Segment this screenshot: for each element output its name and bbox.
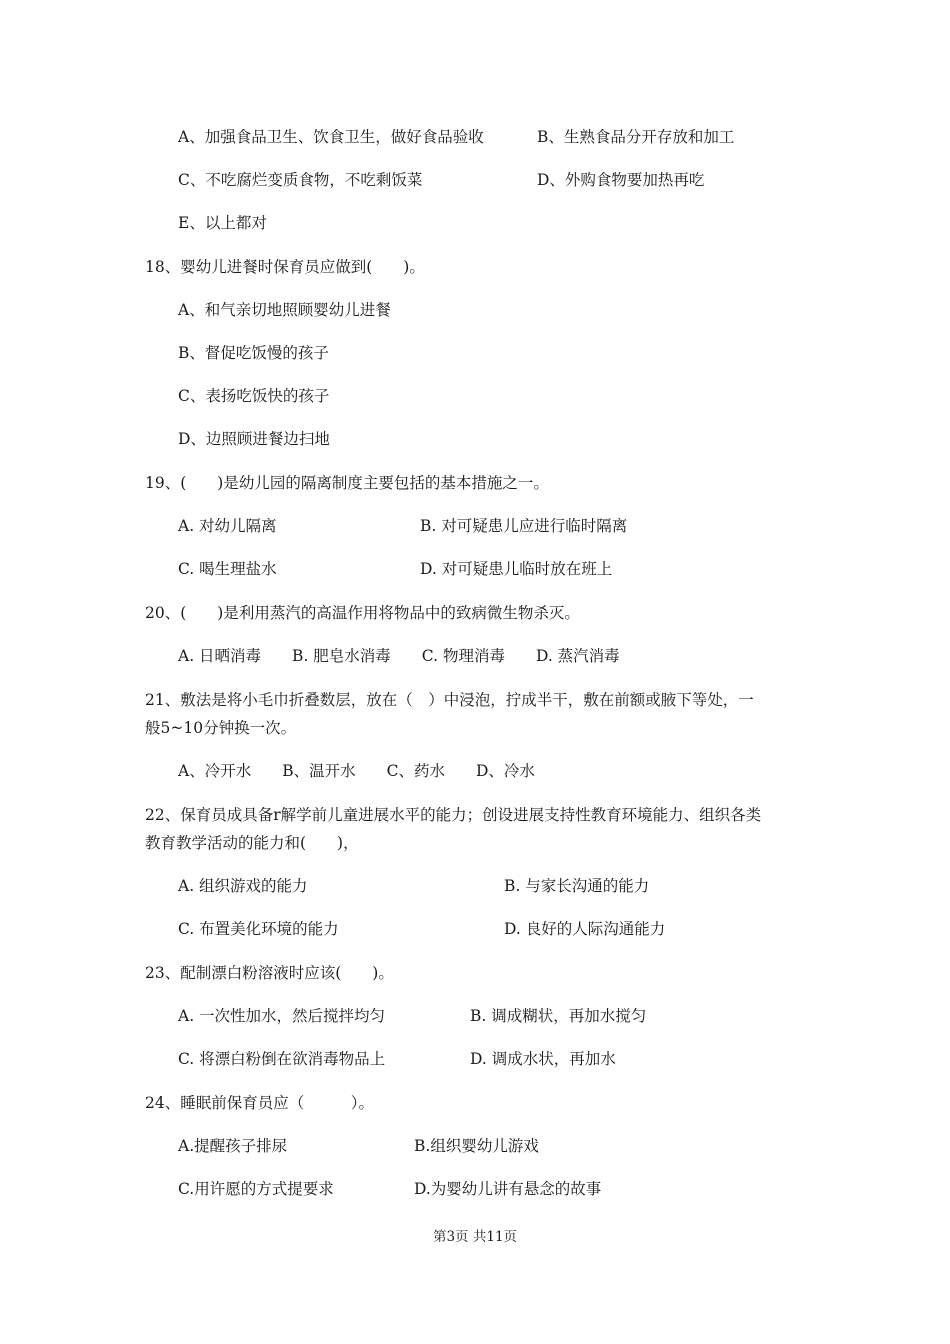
q17-option-d: D、外购食物要加热再吃 <box>537 171 705 189</box>
q19-option-d: D. 对可疑患儿临时放在班上 <box>420 560 613 578</box>
q17-option-b: B、生熟食品分开存放和加工 <box>537 128 735 146</box>
q24-option-b: B.组织婴幼儿游戏 <box>414 1137 539 1155</box>
q24-option-d: D.为婴幼儿讲有悬念的故事 <box>414 1180 602 1198</box>
q18-option-a: A、和气亲切地照顾婴幼儿进餐 <box>178 301 391 319</box>
q21-stem-line1: 21、敷法是将小毛巾折叠数层，放在（ ）中浸泡，拧成半干，敷在前额或腋下等处，一 <box>145 691 754 709</box>
q19-stem: 19、( )是幼儿园的隔离制度主要包括的基本措施之一。 <box>145 474 549 492</box>
q18-option-d: D、边照顾进餐边扫地 <box>178 430 330 448</box>
q17-option-a: A、加强食品卫生、饮食卫生，做好食品验收 <box>178 128 484 146</box>
q23-option-c: C. 将漂白粉倒在欲消毒物品上 <box>178 1050 386 1068</box>
q22-option-a: A. 组织游戏的能力 <box>178 877 308 895</box>
q17-option-c: C、不吃腐烂变质食物，不吃剩饭菜 <box>178 171 423 189</box>
q18-option-b: B、督促吃饭慢的孩子 <box>178 344 329 362</box>
q22-option-b: B. 与家长沟通的能力 <box>504 877 650 895</box>
q20-stem: 20、( )是利用蒸汽的高温作用将物品中的致病微生物杀灭。 <box>145 604 580 622</box>
q23-stem: 23、配制漂白粉溶液时应该( )。 <box>145 964 394 982</box>
q24-option-a: A.提醒孩子排尿 <box>178 1137 288 1155</box>
q17-option-e: E、以上都对 <box>178 214 267 232</box>
q22-stem-line2: 教育教学活动的能力和( )， <box>145 834 359 852</box>
q23-option-d: D. 调成水状，再加水 <box>470 1050 616 1068</box>
q23-option-b: B. 调成糊状，再加水搅匀 <box>470 1007 647 1025</box>
q19-option-b: B. 对可疑患儿应进行临时隔离 <box>420 517 628 535</box>
q19-option-c: C. 喝生理盐水 <box>178 560 277 578</box>
page-number-footer: 第3页 共11页 <box>432 1229 518 1245</box>
q22-stem-line1: 22、保育员成具备r解学前儿童进展水平的能力；创设进展支持性教育环境能力、组织各类 <box>145 806 762 824</box>
q22-option-d: D. 良好的人际沟通能力 <box>504 920 666 938</box>
q19-option-a: A. 对幼儿隔离 <box>178 517 277 535</box>
q20-options: A. 日晒消毒 B. 肥皂水消毒 C. 物理消毒 D. 蒸汽消毒 <box>178 647 620 665</box>
q22-option-c: C. 布置美化环境的能力 <box>178 920 339 938</box>
q24-option-c: C.用许愿的方式提要求 <box>178 1180 334 1198</box>
q18-option-c: C、表扬吃饭快的孩子 <box>178 387 330 405</box>
q18-stem: 18、婴幼儿进餐时保育员应做到( )。 <box>145 258 425 276</box>
q24-stem: 24、睡眠前保育员应（ ）。 <box>145 1094 374 1112</box>
q21-options: A、冷开水 B、温开水 C、药水 D、冷水 <box>178 762 535 780</box>
q23-option-a: A. 一次性加水，然后搅拌均匀 <box>178 1007 386 1025</box>
q21-stem-line2: 般5~10分钟换一次。 <box>145 719 297 737</box>
